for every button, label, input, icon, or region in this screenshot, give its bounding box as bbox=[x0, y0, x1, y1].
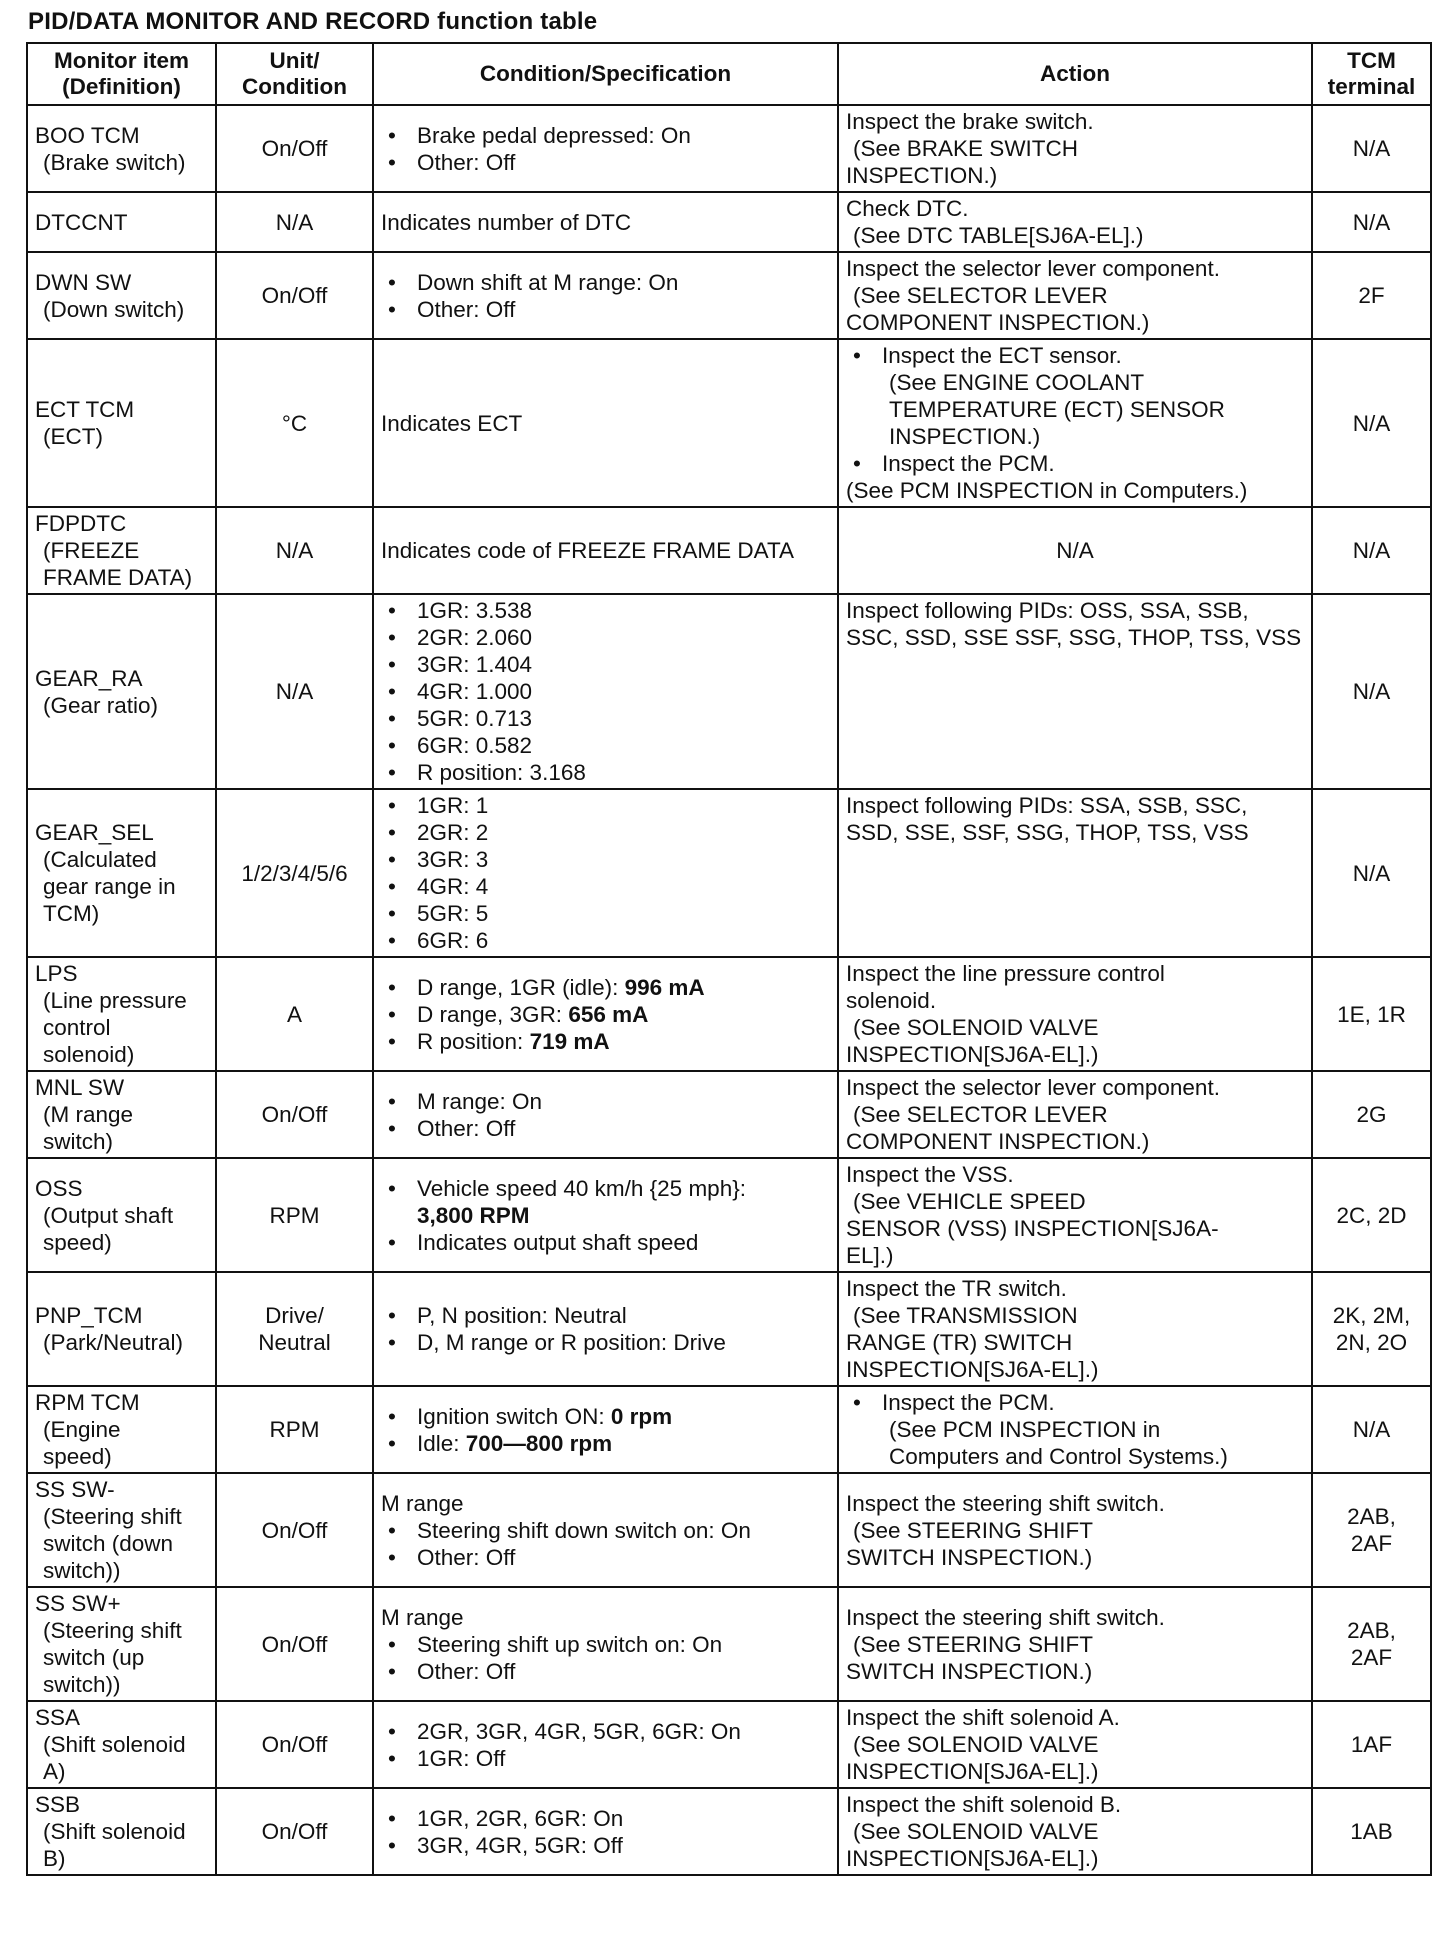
action-cell bbox=[838, 594, 1312, 789]
monitor-item-definition: (Output shaft bbox=[43, 1202, 174, 1228]
table-row bbox=[27, 339, 1431, 507]
spec-label: D range, 1GR (idle): bbox=[417, 974, 625, 1000]
table-header-row bbox=[27, 43, 1431, 105]
bullet-list bbox=[381, 1631, 830, 1685]
unit-cell: RPM bbox=[216, 1386, 373, 1473]
action-line: SWITCH INSPECTION.) bbox=[846, 1658, 1093, 1684]
table-row bbox=[27, 957, 1431, 1071]
monitor-item-name: LPS bbox=[35, 961, 78, 986]
action-line: (See SELECTOR LEVER bbox=[853, 1102, 1108, 1127]
table-row bbox=[27, 192, 1431, 252]
monitor-item-definition: solenoid) bbox=[43, 1042, 135, 1067]
monitor-item-definition: switch (down bbox=[43, 1531, 174, 1556]
action-line: SENSOR (VSS) INSPECTION[SJ6A- bbox=[846, 1216, 1219, 1241]
bullet-item bbox=[381, 1403, 830, 1430]
condition-cell bbox=[373, 192, 838, 252]
monitor-item-definition: (Gear ratio) bbox=[43, 692, 159, 718]
tcm-terminal-cell: 2F bbox=[1312, 252, 1431, 339]
tcm-terminal-cell: N/A bbox=[1312, 594, 1431, 789]
action-line: (See SOLENOID VALVE bbox=[853, 1015, 1099, 1040]
condition-cell bbox=[373, 339, 838, 507]
table-row bbox=[27, 252, 1431, 339]
action-line: (See STEERING SHIFT bbox=[853, 1517, 1094, 1543]
header-condition: Condition/Specification bbox=[373, 43, 838, 105]
table-row bbox=[27, 1788, 1431, 1875]
table-row bbox=[27, 1071, 1431, 1158]
monitor-item-definition: (Park/Neutral) bbox=[43, 1330, 184, 1355]
action-line: • Inspect the PCM. bbox=[882, 451, 1055, 476]
monitor-item-name: GEAR_RA bbox=[35, 665, 143, 691]
bullet-item: • 2GR: 2 bbox=[381, 819, 830, 846]
condition-text: Indicates number of DTC bbox=[381, 209, 632, 235]
monitor-item-definition: (ECT) bbox=[43, 424, 103, 449]
monitor-item-definition: control bbox=[43, 1015, 111, 1040]
bullet-item: • Steering shift up switch on: On bbox=[381, 1631, 830, 1658]
monitor-item-definition: (Calculated bbox=[43, 847, 157, 872]
action-cell bbox=[838, 1158, 1312, 1272]
monitor-item-cell bbox=[27, 1587, 216, 1701]
action-line: (See STEERING SHIFT bbox=[853, 1631, 1094, 1657]
unit-cell: On/Off bbox=[216, 1701, 373, 1788]
tcm-terminal-cell: 1E, 1R bbox=[1312, 957, 1431, 1071]
monitor-item-name: GEAR_SEL bbox=[35, 820, 154, 845]
action-line: COMPONENT INSPECTION.) bbox=[846, 1129, 1150, 1154]
action-line: RANGE (TR) SWITCH bbox=[846, 1330, 1073, 1355]
condition-lead: M range bbox=[381, 1490, 464, 1516]
monitor-item-cell bbox=[27, 192, 216, 252]
monitor-item-definition: (Brake switch) bbox=[43, 149, 186, 175]
tcm-terminal-cell: N/A bbox=[1312, 339, 1431, 507]
monitor-item-name: RPM TCM bbox=[35, 1390, 140, 1415]
table-row bbox=[27, 1158, 1431, 1272]
spec-value: 700—800 rpm bbox=[465, 1430, 613, 1456]
action-line: • Inspect the ECT sensor. bbox=[882, 343, 1122, 368]
monitor-item-cell bbox=[27, 1386, 216, 1473]
header-action: Action bbox=[838, 43, 1312, 105]
bullet-item: • Other: Off bbox=[381, 149, 830, 176]
monitor-item-definition: (Shift solenoid bbox=[43, 1819, 186, 1844]
bullet-item: • Indicates output shaft speed bbox=[381, 1229, 830, 1256]
action-line: INSPECTION.) bbox=[846, 163, 998, 188]
tcm-terminal-cell: 2G bbox=[1312, 1071, 1431, 1158]
spec-value: 3,800 RPM bbox=[417, 1202, 530, 1228]
bullet-item: • Steering shift down switch on: On bbox=[381, 1517, 830, 1544]
bullet-list bbox=[846, 342, 1304, 477]
bullet-item bbox=[381, 1001, 830, 1028]
monitor-item-definition: (FREEZE bbox=[43, 538, 140, 563]
monitor-item-cell bbox=[27, 507, 216, 594]
monitor-item-cell bbox=[27, 105, 216, 192]
spec-value: 0 rpm bbox=[610, 1403, 673, 1429]
action-cell bbox=[838, 105, 1312, 192]
tcm-terminal-cell: N/A bbox=[1312, 105, 1431, 192]
bullet-item: • 1GR: 1 bbox=[381, 792, 830, 819]
monitor-item-cell bbox=[27, 1473, 216, 1587]
monitor-item-definition: (Steering shift bbox=[43, 1504, 182, 1529]
spec-value: 719 mA bbox=[529, 1028, 610, 1054]
action-cell bbox=[838, 1071, 1312, 1158]
spec-value: 656 mA bbox=[568, 1001, 649, 1027]
bullet-list bbox=[381, 1302, 830, 1356]
condition-cell bbox=[373, 1473, 838, 1587]
table-row bbox=[27, 1272, 1431, 1386]
bullet-item: • 6GR: 0.582 bbox=[381, 732, 830, 759]
action-line: (See SOLENOID VALVE bbox=[853, 1732, 1099, 1757]
action-line: INSPECTION.) bbox=[889, 424, 1041, 449]
action-line: COMPONENT INSPECTION.) bbox=[846, 310, 1150, 335]
condition-cell bbox=[373, 1158, 838, 1272]
bullet-item: • Other: Off bbox=[381, 1544, 830, 1571]
tcm-terminal-cell: 1AF bbox=[1312, 1701, 1431, 1788]
bullet-item bbox=[381, 1175, 830, 1229]
tcm-terminal-cell: 2AB, 2AF bbox=[1312, 1473, 1431, 1587]
action-cell bbox=[838, 192, 1312, 252]
monitor-item-cell bbox=[27, 789, 216, 957]
action-cell bbox=[838, 1272, 1312, 1386]
bullet-item: • D, M range or R position: Drive bbox=[381, 1329, 830, 1356]
bullet-item bbox=[381, 974, 830, 1001]
bullet-item: • 2GR: 2.060 bbox=[381, 624, 830, 651]
tcm-terminal-cell: 2AB, 2AF bbox=[1312, 1587, 1431, 1701]
spec-label: R position: bbox=[417, 1028, 530, 1054]
monitor-item-definition: (Down switch) bbox=[43, 296, 185, 322]
bullet-item: • 2GR, 3GR, 4GR, 5GR, 6GR: On bbox=[381, 1718, 830, 1745]
action-line: Check DTC. bbox=[846, 196, 969, 221]
action-line: (See VEHICLE SPEED bbox=[853, 1189, 1086, 1214]
condition-cell bbox=[373, 252, 838, 339]
monitor-item-definition: switch) bbox=[43, 1129, 114, 1154]
monitor-item-name: MNL SW bbox=[35, 1075, 125, 1100]
monitor-item-definition: switch (up bbox=[43, 1645, 145, 1670]
condition-lead: M range bbox=[381, 1604, 464, 1630]
monitor-item-cell bbox=[27, 1158, 216, 1272]
bullet-list bbox=[381, 1718, 830, 1772]
action-line: Inspect the line pressure control bbox=[846, 961, 1165, 986]
action-line: Inspect the shift solenoid B. bbox=[846, 1792, 1122, 1817]
bullet-item: • 4GR: 4 bbox=[381, 873, 830, 900]
bullet-item: • M range: On bbox=[381, 1088, 830, 1115]
tcm-terminal-cell: N/A bbox=[1312, 507, 1431, 594]
action-cell bbox=[838, 1701, 1312, 1788]
action-line: • Inspect the PCM. bbox=[882, 1390, 1055, 1415]
monitor-item-name: OSS bbox=[35, 1175, 83, 1201]
condition-cell bbox=[373, 105, 838, 192]
monitor-item-cell bbox=[27, 252, 216, 339]
table-row bbox=[27, 1587, 1431, 1701]
spec-value: 996 mA bbox=[624, 974, 705, 1000]
monitor-item-name: ECT TCM bbox=[35, 397, 135, 422]
spec-label: D range, 3GR: bbox=[417, 1001, 569, 1027]
table-row bbox=[27, 105, 1431, 192]
bullet-list bbox=[381, 597, 830, 786]
monitor-item-name: FDPDTC bbox=[35, 511, 127, 536]
bullet-list bbox=[381, 1805, 830, 1859]
bullet-item: • 1GR, 2GR, 6GR: On bbox=[381, 1805, 830, 1832]
monitor-item-definition: switch)) bbox=[43, 1558, 121, 1583]
bullet-item: • 3GR: 1.404 bbox=[381, 651, 830, 678]
bullet-item: • Other: Off bbox=[381, 296, 830, 323]
condition-cell bbox=[373, 594, 838, 789]
monitor-item-definition: A) bbox=[43, 1759, 66, 1784]
unit-cell: Drive/ Neutral bbox=[216, 1272, 373, 1386]
condition-cell bbox=[373, 1701, 838, 1788]
bullet-item: • Other: Off bbox=[381, 1658, 830, 1685]
condition-text: Indicates code of FREEZE FRAME DATA bbox=[381, 538, 795, 563]
tcm-terminal-cell: N/A bbox=[1312, 192, 1431, 252]
bullet-item bbox=[846, 450, 1304, 477]
monitor-item-definition: speed) bbox=[43, 1444, 112, 1469]
monitor-item-definition: (Steering shift bbox=[43, 1618, 182, 1643]
action-line: Inspect following PIDs: SSA, SSB, SSC, SSD, SSE, SSF, SSG, THOP, TSS, VSS bbox=[846, 793, 1249, 845]
bullet-list bbox=[381, 1517, 830, 1571]
bullet-list bbox=[846, 1389, 1304, 1470]
bullet-list bbox=[381, 122, 830, 176]
tcm-terminal-cell: 2K, 2M, 2N, 2O bbox=[1312, 1272, 1431, 1386]
action-line: (See TRANSMISSION bbox=[853, 1303, 1078, 1328]
monitor-item-cell bbox=[27, 1272, 216, 1386]
bullet-item: • P, N position: Neutral bbox=[381, 1302, 830, 1329]
table-row bbox=[27, 1386, 1431, 1473]
monitor-item-definition: (M range bbox=[43, 1102, 134, 1127]
action-cell bbox=[838, 1788, 1312, 1875]
unit-cell: On/Off bbox=[216, 1473, 373, 1587]
table-row bbox=[27, 507, 1431, 594]
condition-cell bbox=[373, 507, 838, 594]
unit-cell: 1/2/3/4/5/6 bbox=[216, 789, 373, 957]
bullet-list bbox=[381, 1175, 830, 1256]
bullet-item bbox=[846, 1389, 1304, 1470]
monitor-item-name: DTCCNT bbox=[35, 209, 128, 235]
action-cell bbox=[838, 252, 1312, 339]
bullet-item: • Down shift at M range: On bbox=[381, 269, 830, 296]
bullet-item: • Other: Off bbox=[381, 1115, 830, 1142]
action-line: Inspect the steering shift switch. bbox=[846, 1604, 1165, 1630]
action-line: (See ENGINE COOLANT bbox=[889, 370, 1145, 395]
condition-cell bbox=[373, 1587, 838, 1701]
monitor-item-cell bbox=[27, 1071, 216, 1158]
unit-cell: On/Off bbox=[216, 105, 373, 192]
bullet-item: • 4GR: 1.000 bbox=[381, 678, 830, 705]
action-line: Computers and Control Systems.) bbox=[889, 1444, 1228, 1469]
condition-cell bbox=[373, 789, 838, 957]
bullet-item: • 6GR: 6 bbox=[381, 927, 830, 954]
monitor-item-name: DWN SW bbox=[35, 269, 132, 295]
action-cell bbox=[838, 1473, 1312, 1587]
action-line: (See PCM INSPECTION in Computers.) bbox=[846, 478, 1248, 503]
bullet-list bbox=[381, 792, 830, 954]
action-line: Inspect the steering shift switch. bbox=[846, 1490, 1165, 1516]
table-row bbox=[27, 1701, 1431, 1788]
action-line: solenoid. bbox=[846, 988, 937, 1013]
action-line: Inspect the TR switch. bbox=[846, 1276, 1067, 1301]
unit-cell: A bbox=[216, 957, 373, 1071]
bullet-item: • 1GR: 3.538 bbox=[381, 597, 830, 624]
monitor-item-definition: (Engine bbox=[43, 1417, 121, 1442]
pid-data-table bbox=[26, 42, 1432, 1876]
action-line: INSPECTION[SJ6A-EL].) bbox=[846, 1357, 1099, 1382]
action-line: Inspect the shift solenoid A. bbox=[846, 1705, 1120, 1730]
table-row bbox=[27, 789, 1431, 957]
monitor-item-definition: TCM) bbox=[43, 901, 100, 926]
header-unit: Unit/ Condition bbox=[216, 43, 373, 105]
action-cell bbox=[838, 339, 1312, 507]
spec-label: • Vehicle speed 40 km/h {25 mph}: bbox=[417, 1175, 746, 1201]
action-line: (See SELECTOR LEVER bbox=[853, 283, 1108, 308]
monitor-item-cell bbox=[27, 1701, 216, 1788]
bullet-item bbox=[381, 1430, 830, 1457]
condition-cell bbox=[373, 1788, 838, 1875]
bullet-list bbox=[381, 1403, 830, 1457]
table-row bbox=[27, 594, 1431, 789]
unit-cell: N/A bbox=[216, 507, 373, 594]
action-cell bbox=[838, 1587, 1312, 1701]
bullet-list bbox=[381, 269, 830, 323]
condition-cell bbox=[373, 1386, 838, 1473]
unit-cell: On/Off bbox=[216, 1587, 373, 1701]
table-row bbox=[27, 1473, 1431, 1587]
condition-cell bbox=[373, 1272, 838, 1386]
monitor-item-definition: (Line pressure bbox=[43, 988, 187, 1013]
action-line: Inspect following PIDs: OSS, SSA, SSB, SSC, SSD, SSE SSF, SSG, THOP, TSS, VSS bbox=[846, 598, 1302, 650]
bullet-item: • 1GR: Off bbox=[381, 1745, 830, 1772]
monitor-item-name: PNP_TCM bbox=[35, 1303, 143, 1328]
action-cell bbox=[838, 1386, 1312, 1473]
action-cell bbox=[838, 957, 1312, 1071]
action-line: TEMPERATURE (ECT) SENSOR bbox=[889, 397, 1225, 422]
condition-cell bbox=[373, 1071, 838, 1158]
header-monitor-item: Monitor item (Definition) bbox=[27, 43, 216, 105]
monitor-item-name: BOO TCM bbox=[35, 122, 140, 148]
monitor-item-definition: speed) bbox=[43, 1229, 112, 1255]
monitor-item-definition: (Shift solenoid bbox=[43, 1732, 186, 1757]
action-line: INSPECTION[SJ6A-EL].) bbox=[846, 1846, 1099, 1871]
monitor-item-definition: FRAME DATA) bbox=[43, 565, 193, 590]
action-line: Inspect the selector lever component. bbox=[846, 256, 1220, 281]
tcm-terminal-cell: N/A bbox=[1312, 789, 1431, 957]
tcm-terminal-cell: 1AB bbox=[1312, 1788, 1431, 1875]
bullet-item bbox=[381, 1028, 830, 1055]
bullet-list bbox=[381, 974, 830, 1055]
action-line: (See DTC TABLE[SJ6A-EL].) bbox=[853, 223, 1144, 248]
tcm-terminal-cell: N/A bbox=[1312, 1386, 1431, 1473]
header-tcm-terminal: TCM terminal bbox=[1312, 43, 1431, 105]
action-line: EL].) bbox=[846, 1243, 894, 1268]
action-cell bbox=[838, 789, 1312, 957]
action-line: (See PCM INSPECTION in bbox=[889, 1417, 1161, 1442]
monitor-item-definition: gear range in bbox=[43, 874, 176, 899]
action-line: SWITCH INSPECTION.) bbox=[846, 1544, 1093, 1570]
spec-label: Ignition switch ON: bbox=[417, 1403, 611, 1429]
monitor-item-name: SS SW+ bbox=[35, 1591, 121, 1616]
bullet-list bbox=[381, 1088, 830, 1142]
unit-cell: °C bbox=[216, 339, 373, 507]
action-line: INSPECTION[SJ6A-EL].) bbox=[846, 1759, 1099, 1784]
bullet-item: • 5GR: 0.713 bbox=[381, 705, 830, 732]
monitor-item-cell bbox=[27, 957, 216, 1071]
bullet-item: • R position: 3.168 bbox=[381, 759, 830, 786]
action-line: INSPECTION[SJ6A-EL].) bbox=[846, 1042, 1099, 1067]
bullet-item: • 5GR: 5 bbox=[381, 900, 830, 927]
monitor-item-name: SSA bbox=[35, 1705, 81, 1730]
action-line: (See BRAKE SWITCH bbox=[853, 136, 1079, 161]
unit-cell: On/Off bbox=[216, 252, 373, 339]
condition-cell bbox=[373, 957, 838, 1071]
bullet-item: • 3GR, 4GR, 5GR: Off bbox=[381, 1832, 830, 1859]
monitor-item-definition: switch)) bbox=[43, 1672, 121, 1697]
action-line: Inspect the VSS. bbox=[846, 1162, 1014, 1187]
monitor-item-name: SSB bbox=[35, 1792, 81, 1817]
unit-cell: On/Off bbox=[216, 1788, 373, 1875]
unit-cell: N/A bbox=[216, 192, 373, 252]
monitor-item-cell bbox=[27, 339, 216, 507]
bullet-item bbox=[846, 342, 1304, 450]
monitor-item-cell bbox=[27, 594, 216, 789]
spec-label: Idle: bbox=[417, 1430, 466, 1456]
page-title: PID/DATA MONITOR AND RECORD function table bbox=[28, 8, 598, 35]
unit-cell: RPM bbox=[216, 1158, 373, 1272]
bullet-item: • 3GR: 3 bbox=[381, 846, 830, 873]
condition-text: Indicates ECT bbox=[381, 410, 523, 436]
action-line: (See SOLENOID VALVE bbox=[853, 1819, 1099, 1844]
monitor-item-name: SS SW- bbox=[35, 1477, 115, 1502]
bullet-item: • Brake pedal depressed: On bbox=[381, 122, 830, 149]
tcm-terminal-cell: 2C, 2D bbox=[1312, 1158, 1431, 1272]
monitor-item-cell bbox=[27, 1788, 216, 1875]
action-cell: N/A bbox=[838, 507, 1312, 594]
action-line: Inspect the brake switch. bbox=[846, 109, 1094, 134]
monitor-item-definition: B) bbox=[43, 1846, 66, 1871]
unit-cell: On/Off bbox=[216, 1071, 373, 1158]
unit-cell: N/A bbox=[216, 594, 373, 789]
action-line: Inspect the selector lever component. bbox=[846, 1075, 1220, 1100]
